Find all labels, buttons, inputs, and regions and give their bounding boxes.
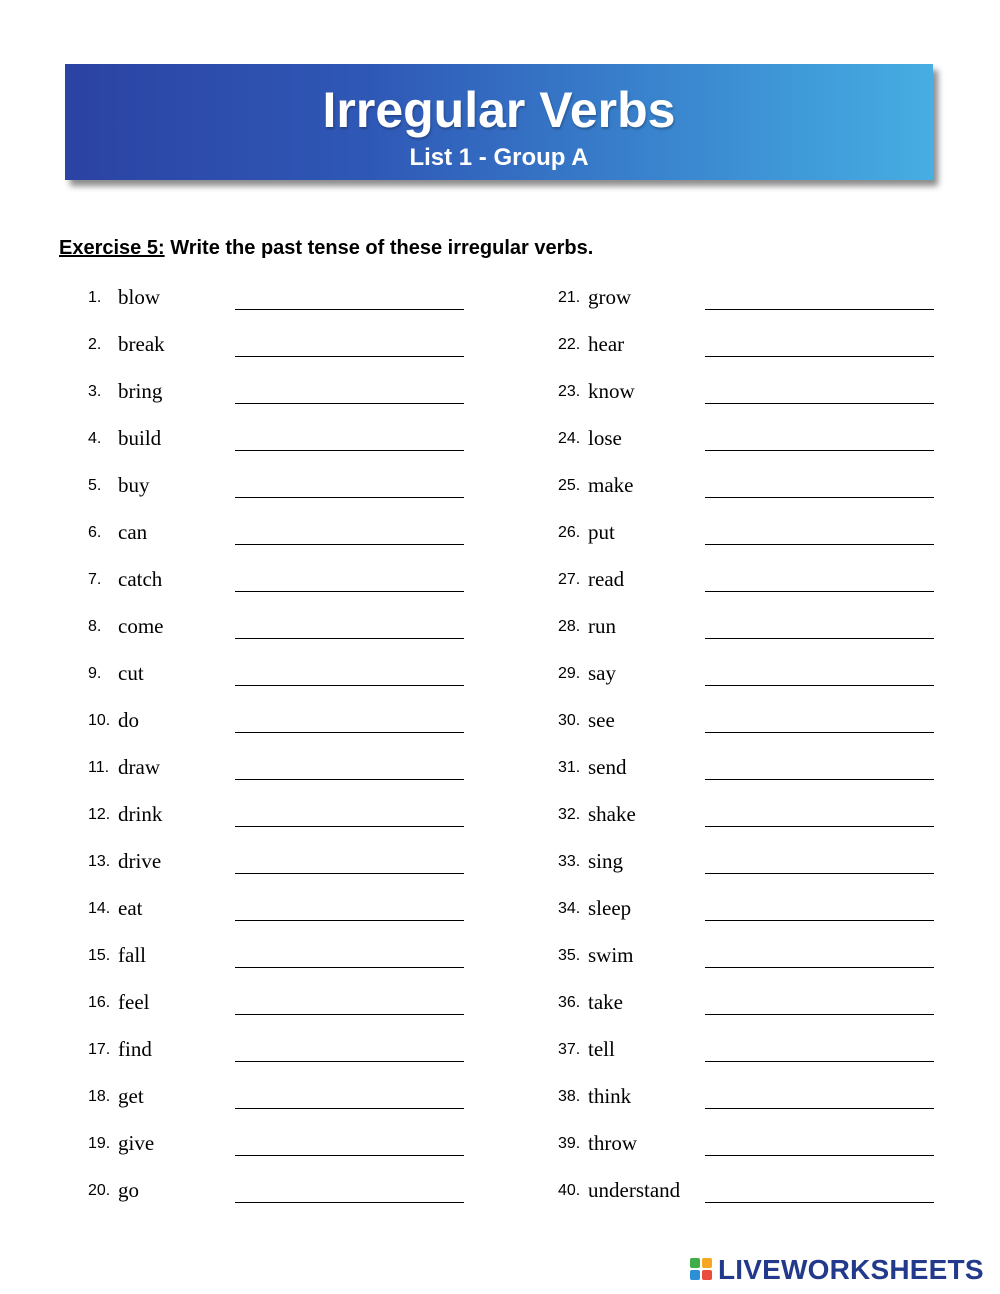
item-number: 27. — [558, 571, 581, 588]
exercise-item — [88, 941, 488, 988]
exercise-item — [558, 1129, 958, 1176]
page-title: Irregular Verbs — [322, 82, 676, 138]
item-number: 24. — [558, 430, 581, 447]
answer-input[interactable] — [235, 853, 464, 874]
answer-input[interactable] — [235, 477, 464, 498]
answer-input[interactable] — [235, 430, 464, 451]
item-number: 32. — [558, 806, 581, 823]
exercise-item — [558, 377, 958, 424]
verb-word: grow — [588, 285, 632, 309]
exercise-text: Write the past tense of these irregular verbs. — [164, 237, 594, 259]
answer-input[interactable] — [705, 430, 934, 451]
item-number: 37. — [558, 1041, 581, 1058]
exercise-item — [88, 612, 488, 659]
exercise-item — [88, 894, 488, 941]
verb-word: lose — [588, 426, 622, 450]
item-number: 14. — [88, 900, 111, 917]
verb-word: take — [588, 990, 623, 1014]
exercise-label: Exercise 5: — [59, 237, 165, 259]
answer-input[interactable] — [235, 1135, 464, 1156]
verb-word: understand — [588, 1178, 681, 1202]
answer-input[interactable] — [705, 383, 934, 404]
answer-input[interactable] — [235, 383, 464, 404]
item-number: 7. — [88, 571, 102, 588]
exercise-item — [88, 706, 488, 753]
item-number: 19. — [88, 1135, 111, 1152]
answer-input[interactable] — [705, 759, 934, 780]
exercise-item — [88, 330, 488, 377]
exercise-item — [558, 565, 958, 612]
exercise-item — [558, 330, 958, 377]
verb-list-right — [558, 283, 958, 1223]
answer-input[interactable] — [705, 1182, 934, 1203]
item-number: 23. — [558, 383, 581, 400]
verb-word: see — [588, 708, 615, 732]
answer-input[interactable] — [705, 900, 934, 921]
answer-input[interactable] — [705, 1041, 934, 1062]
item-number: 17. — [88, 1041, 111, 1058]
exercise-item — [558, 1035, 958, 1082]
item-number: 11. — [88, 759, 110, 776]
answer-input[interactable] — [705, 618, 934, 639]
item-number: 40. — [558, 1182, 581, 1199]
answer-input[interactable] — [235, 571, 464, 592]
item-number: 29. — [558, 665, 581, 682]
answer-input[interactable] — [705, 289, 934, 310]
verb-list-left — [88, 283, 488, 1223]
item-number: 39. — [558, 1135, 581, 1152]
answer-input[interactable] — [705, 524, 934, 545]
liveworksheets-logo — [690, 1255, 990, 1285]
answer-input[interactable] — [235, 665, 464, 686]
verb-word: feel — [118, 990, 150, 1014]
answer-input[interactable] — [235, 712, 464, 733]
verb-word: cut — [118, 661, 144, 685]
exercise-item — [88, 424, 488, 471]
answer-input[interactable] — [235, 618, 464, 639]
answer-input[interactable] — [705, 665, 934, 686]
answer-input[interactable] — [235, 1041, 464, 1062]
exercise-item — [88, 283, 488, 330]
verb-word: break — [118, 332, 165, 356]
verb-word: tell — [588, 1037, 615, 1061]
answer-input[interactable] — [705, 477, 934, 498]
verb-word: build — [118, 426, 162, 450]
exercise-item — [558, 424, 958, 471]
exercise-item — [88, 847, 488, 894]
exercise-item — [558, 941, 958, 988]
verb-word: come — [118, 614, 164, 638]
item-number: 20. — [88, 1182, 111, 1199]
verb-word: do — [118, 708, 139, 732]
exercise-item — [88, 565, 488, 612]
exercise-item — [88, 1082, 488, 1129]
verb-word: hear — [588, 332, 625, 356]
answer-input[interactable] — [235, 806, 464, 827]
verb-word: drink — [118, 802, 163, 826]
exercise-item — [88, 377, 488, 424]
item-number: 28. — [558, 618, 581, 635]
exercise-item — [558, 1082, 958, 1129]
liveworksheets-logo-icon — [690, 1258, 714, 1282]
answer-input[interactable] — [705, 853, 934, 874]
item-number: 21. — [558, 289, 581, 306]
verb-word: buy — [118, 473, 150, 497]
item-number: 26. — [558, 524, 581, 541]
answer-input[interactable] — [705, 994, 934, 1015]
verb-word: sing — [588, 849, 624, 873]
verb-word: send — [588, 755, 627, 779]
answer-input[interactable] — [235, 900, 464, 921]
verb-word: get — [118, 1084, 144, 1108]
item-number: 3. — [88, 383, 102, 400]
verb-word: say — [588, 661, 616, 685]
item-number: 18. — [88, 1088, 111, 1105]
exercise-item — [558, 612, 958, 659]
answer-input[interactable] — [705, 712, 934, 733]
verb-word: blow — [118, 285, 160, 309]
exercise-item — [88, 518, 488, 565]
exercise-item — [88, 1035, 488, 1082]
answer-input[interactable] — [235, 336, 464, 357]
answer-input[interactable] — [235, 947, 464, 968]
exercise-item — [88, 471, 488, 518]
item-number: 6. — [88, 524, 102, 541]
exercise-item — [558, 283, 958, 330]
item-number: 30. — [558, 712, 581, 729]
title-banner — [65, 64, 933, 180]
verb-word: know — [588, 379, 635, 403]
verb-word: swim — [588, 943, 634, 967]
exercise-item — [88, 1129, 488, 1176]
item-number: 15. — [88, 947, 111, 964]
answer-input[interactable] — [235, 1182, 464, 1203]
verb-word: shake — [588, 802, 636, 826]
verb-word: catch — [118, 567, 163, 591]
verb-word: draw — [118, 755, 160, 779]
logo-text: LIVEWORKSHEETS — [718, 1254, 984, 1285]
exercise-instructions — [59, 235, 593, 261]
verb-word: fall — [118, 943, 146, 967]
answer-input[interactable] — [235, 1088, 464, 1109]
item-number: 2. — [88, 336, 102, 353]
exercise-item — [558, 706, 958, 753]
exercise-item — [558, 988, 958, 1035]
answer-input[interactable] — [705, 806, 934, 827]
item-number: 36. — [558, 994, 581, 1011]
answer-input[interactable] — [705, 571, 934, 592]
item-number: 16. — [88, 994, 111, 1011]
item-number: 4. — [88, 430, 102, 447]
verb-word: bring — [118, 379, 163, 403]
exercise-item — [88, 1176, 488, 1223]
answer-input[interactable] — [235, 524, 464, 545]
verb-word: eat — [118, 896, 143, 920]
exercise-item — [558, 659, 958, 706]
item-number: 33. — [558, 853, 581, 870]
item-number: 13. — [88, 853, 111, 870]
answer-input[interactable] — [235, 289, 464, 310]
answer-input[interactable] — [235, 759, 464, 780]
item-number: 8. — [88, 618, 102, 635]
verb-word: sleep — [588, 896, 632, 920]
exercise-item — [558, 894, 958, 941]
verb-word: can — [118, 520, 148, 544]
exercise-item — [558, 753, 958, 800]
answer-input[interactable] — [705, 1135, 934, 1156]
exercise-item — [558, 800, 958, 847]
item-number: 34. — [558, 900, 581, 917]
item-number: 35. — [558, 947, 581, 964]
exercise-item — [558, 471, 958, 518]
item-number: 9. — [88, 665, 102, 682]
verb-word: make — [588, 473, 634, 497]
verb-word: drive — [118, 849, 162, 873]
verb-word: find — [118, 1037, 152, 1061]
item-number: 31. — [558, 759, 581, 776]
item-number: 5. — [88, 477, 102, 494]
answer-input[interactable] — [705, 1088, 934, 1109]
verb-word: give — [118, 1131, 155, 1155]
verb-word: think — [588, 1084, 632, 1108]
verb-word: throw — [588, 1131, 637, 1155]
verb-word: read — [588, 567, 625, 591]
verb-word: go — [118, 1178, 139, 1202]
item-number: 12. — [88, 806, 111, 823]
item-number: 10. — [88, 712, 111, 729]
answer-input[interactable] — [705, 336, 934, 357]
item-number: 38. — [558, 1088, 581, 1105]
answer-input[interactable] — [705, 947, 934, 968]
exercise-item — [558, 518, 958, 565]
exercise-item — [558, 847, 958, 894]
exercise-item — [88, 659, 488, 706]
page-subtitle: List 1 - Group A — [409, 144, 589, 171]
exercise-item — [88, 800, 488, 847]
exercise-item — [88, 988, 488, 1035]
verb-word: put — [588, 520, 615, 544]
verb-word: run — [588, 614, 616, 638]
exercise-item — [558, 1176, 958, 1223]
item-number: 22. — [558, 336, 581, 353]
item-number: 1. — [88, 289, 102, 306]
answer-input[interactable] — [235, 994, 464, 1015]
exercise-item — [88, 753, 488, 800]
item-number: 25. — [558, 477, 581, 494]
